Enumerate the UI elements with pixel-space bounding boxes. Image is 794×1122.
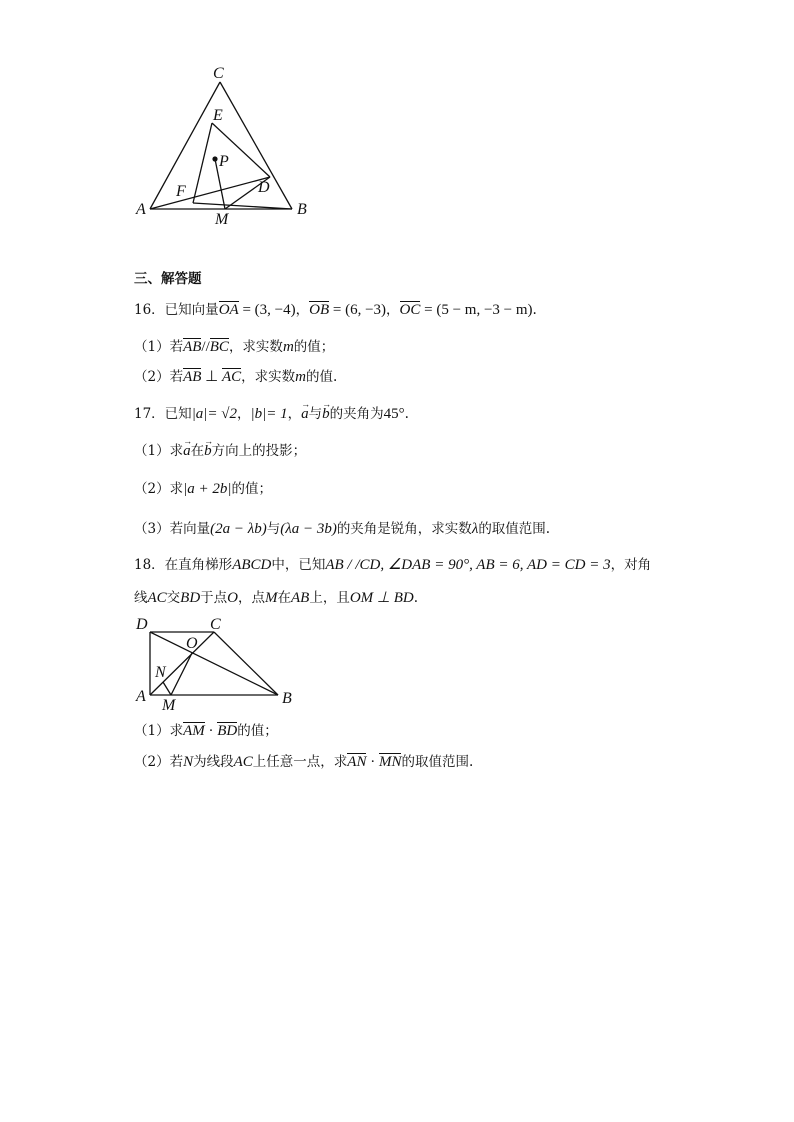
q18p2-tail: 的取值范围.: [401, 754, 474, 770]
q16-oc-value: = (5 − m, −3 − m): [420, 302, 533, 318]
q16-sep2: ，: [386, 302, 400, 318]
vector-ob: OB: [309, 302, 330, 318]
q18l2-t4: 在: [277, 590, 292, 606]
label-c: C: [210, 616, 221, 633]
section-heading: 三、解答题: [134, 271, 202, 287]
label-c: C: [213, 65, 224, 82]
q18-mid: 中，已知: [271, 557, 326, 573]
question-17-part-1: [134, 442, 306, 460]
q17-norm-b: |b|= 1: [250, 406, 288, 422]
question-18-line-1: [134, 556, 651, 574]
q17-tail: 的夹角为: [329, 406, 384, 422]
var-m: m: [295, 369, 307, 385]
label-p: P: [219, 153, 229, 170]
q16-end: .: [532, 302, 537, 318]
var-m: m: [282, 339, 294, 355]
question-17-part-3: [134, 520, 550, 538]
vector-oa: OA: [218, 302, 239, 318]
question-18-part-1: [134, 722, 278, 740]
q17p1-tail: 方向上的投影；: [211, 443, 307, 459]
label-d: D: [258, 179, 270, 196]
q17p2-lead: （2）求: [134, 481, 184, 497]
q17p3-lead: （3）若向量: [134, 521, 211, 537]
vector-ab: AB: [183, 369, 202, 385]
q18-abcd: ABCD: [232, 557, 272, 573]
segment-ef: [193, 123, 212, 203]
question-18-line-2: [134, 589, 418, 607]
q18-ab: AB: [291, 590, 310, 606]
q18p2-lead: （2）若: [134, 754, 184, 770]
q16-sep1: ，: [295, 302, 310, 318]
q17p3-expr2: (λa − 3b): [280, 521, 337, 537]
q18-point-m: M: [265, 590, 278, 606]
q17p3-tail: 的取值范围.: [478, 521, 551, 537]
q18-bd: BD: [180, 590, 201, 606]
q18-lead: 18．在直角梯形: [134, 557, 233, 573]
label-m: M: [162, 697, 176, 710]
label-a: A: [136, 688, 146, 705]
triangle-figure: [130, 60, 330, 230]
vector-am: AM: [183, 723, 205, 739]
segment-db: [150, 632, 278, 695]
question-16-stem: [134, 301, 537, 319]
q18p2-dot: ·: [366, 754, 379, 770]
q18l2-t5: 上，且: [309, 590, 350, 606]
q18-perp: OM ⊥ BD: [349, 590, 414, 606]
q17-with: 与: [308, 406, 323, 422]
q16p2-mid: ，求实数: [241, 369, 296, 385]
label-a: A: [136, 201, 146, 218]
q17p1-mid: 在: [190, 443, 205, 459]
segment-cb: [214, 632, 278, 695]
label-f: F: [176, 183, 186, 200]
q18l2-end: .: [413, 590, 419, 606]
question-16-part-2: [134, 368, 337, 386]
label-m: M: [215, 211, 229, 228]
segment-bc: [220, 82, 292, 209]
vector-ac: AC: [222, 369, 242, 385]
q18-point-o: O: [227, 590, 239, 606]
q16p2-lead: （2）若: [134, 369, 184, 385]
q18p1-tail: 的值；: [237, 723, 278, 739]
q17-sep1: ，: [237, 406, 251, 422]
question-16-part-1: [134, 338, 334, 356]
vector-ab: AB: [183, 339, 202, 355]
q17-sep2: ，: [287, 406, 302, 422]
q16p2-tail: 的值.: [306, 369, 338, 385]
q18l2-lead: 线: [134, 590, 148, 606]
vector-b: → b: [204, 442, 212, 460]
q18p2-point-n: N: [183, 754, 194, 770]
trapezoid-figure: [128, 610, 298, 710]
vector-a: → a: [301, 405, 309, 423]
vector-oc: OC: [399, 302, 421, 318]
q17-angle: 45°: [383, 406, 405, 422]
q18l2-t1: 交: [166, 590, 181, 606]
segment-om: [171, 653, 192, 695]
question-17-part-2: [134, 480, 272, 498]
q16p2-perp: ⊥: [201, 369, 222, 385]
point-p-dot: [212, 156, 217, 161]
vector-an: AN: [347, 754, 367, 770]
segment-bf: [193, 203, 292, 209]
q17-norm-a: |a|= √2: [191, 406, 238, 422]
q18p2-ac: AC: [233, 754, 253, 770]
q18p1-lead: （1）求: [134, 723, 184, 739]
q17p1-lead: （1）求: [134, 443, 184, 459]
var-lambda: λ: [471, 521, 479, 537]
q17p3-expr1: (2a − λb): [210, 521, 267, 537]
q18l2-t3: ，点: [238, 590, 266, 606]
vector-bc: BC: [209, 339, 229, 355]
label-d: D: [136, 616, 148, 633]
q18p1-dot: ·: [204, 723, 218, 739]
q16-lead: 16．已知向量: [134, 302, 219, 318]
q17-end: .: [404, 406, 409, 422]
q17p3-mid: 的夹角是锐角，求实数: [336, 521, 472, 537]
q16p1-tail: 的值；: [293, 339, 335, 355]
q16p1-parallel: //: [201, 339, 210, 355]
q17-lead: 17．已知: [134, 406, 192, 422]
vector-mn: MN: [378, 754, 402, 770]
q17p2-tail: 的值；: [231, 481, 272, 497]
q17p2-expression: |a + 2b|: [183, 481, 232, 497]
label-b: B: [297, 201, 307, 218]
label-b: B: [282, 690, 292, 707]
q18p2-t1: 为线段: [193, 754, 234, 770]
segment-nm: [163, 682, 171, 695]
q16-ob-value: = (6, −3): [329, 302, 387, 318]
q18p2-t2: 上任意一点，求: [252, 754, 348, 770]
vector-bd: BD: [217, 723, 238, 739]
vector-b: → b: [322, 405, 330, 423]
q18l2-t2: 于点: [200, 590, 228, 606]
label-n: N: [155, 664, 166, 681]
label-o: O: [186, 635, 198, 652]
q16-oa-value: = (3, −4): [238, 302, 296, 318]
label-e: E: [213, 107, 223, 124]
q18-ac: AC: [147, 590, 167, 606]
vector-a: → a: [183, 442, 191, 460]
question-17-stem: [134, 405, 409, 423]
question-18-part-2: [134, 753, 473, 771]
q16p1-lead: （1）若: [134, 339, 184, 355]
q17p3-with: 与: [266, 521, 281, 537]
q18-tail: ，对角: [610, 557, 652, 573]
q16p1-mid: ，求实数: [228, 339, 283, 355]
q18-conditions: AB / /CD, ∠DAB = 90°, AB = 6, AD = CD = 3: [325, 557, 611, 573]
